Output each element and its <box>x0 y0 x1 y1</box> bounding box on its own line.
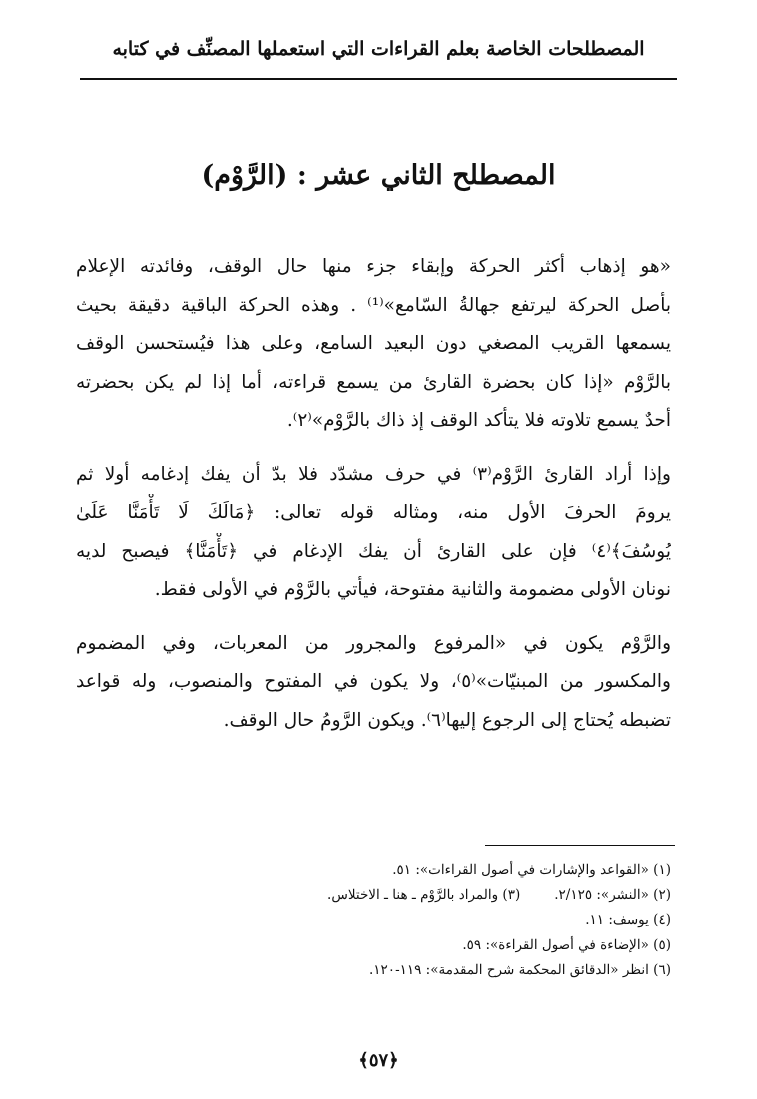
footnote-3: (٣) والمراد بالرَّوْم ـ هنا ـ الاختلاس. <box>327 887 521 903</box>
header-rule <box>80 78 677 80</box>
paragraph-1-line-3: يسمعها القريب المصغي دون البعيد السامع، وعلى هذا فيُستحسن الوقف <box>76 333 671 354</box>
chapter-title: المصطلح الثاني عشر : (الرَّوْم) <box>201 160 556 191</box>
paragraph-1-line-2: بأصل الحركة ليرتفع جهالةُ السّامع»⁽¹⁾ . وهذه الحركة الباقية دقيقة بحيث <box>76 294 671 316</box>
footnote-6: (٦) انظر «الدقائق المحكمة شرح المقدمة»: ١١٩-١٢٠. <box>369 962 671 978</box>
paragraph-2-line-4: نونان الأولى مضمومة والثانية مفتوحة، فيأتي بالرَّوْم في الأولى فقط. <box>154 579 671 600</box>
running-header: المصطلحات الخاصة بعلم القراءات التي استعملها المصنِّف في كتابه <box>112 38 645 60</box>
footnote-1: (١) «القواعد والإشارات في أصول القراءات»: ٥١. <box>392 862 671 878</box>
paragraph-3-line-2: والمكسور من المبنيّات»⁽٥⁾، ولا يكون في المفتوح والمنصوب، وله قواعد <box>76 671 671 692</box>
paragraph-2-line-1: وإذا أراد القارئ الرَّوْم⁽٣⁾ في حرف مشدّد فلا بدّ أن يفك إدغامه أولا ثم <box>76 463 671 485</box>
paragraph-1-line-4: بالرَّوْم «إذا كان بحضرة القارئ من يسمع قراءته، أما إذا لم يكن بحضرته <box>76 371 671 393</box>
page-number: ﴿٥٧﴾ <box>358 1050 399 1071</box>
footnotes <box>80 858 671 983</box>
paragraph-1-line-5: أحدٌ يسمع تلاوته فلا يتأكد الوقف إذ ذاك بالرَّوْم»⁽٢⁾. <box>286 410 671 431</box>
paragraph-gap <box>76 610 671 625</box>
footnote-2: (٢) «النشر»: ٢/١٢٥. <box>554 887 671 903</box>
body-text <box>76 248 671 740</box>
paragraph-2-line-2: يرومَ الحرفَ الأول منه، ومثاله قوله تعالى: ﴿مَالَكَ لَا تَأْمَنَّا عَلَىٰ <box>76 502 671 523</box>
paragraph-gap <box>76 441 671 456</box>
footnote-5: (٥) «الإضاءة في أصول القراءة»: ٥٩. <box>462 937 671 953</box>
paragraph-3-line-3: تضبطه يُحتاج إلى الرجوع إليها⁽٦⁾. ويكون الرَّومُ حال الوقف. <box>223 709 671 731</box>
footnote-row-2-3 <box>80 883 671 908</box>
paragraph-3-line-1: والرَّوْم يكون في «المرفوع والمجرور من المعربات، وفي المضموم <box>76 632 671 654</box>
paragraph-1-line-1: «هو إذهاب أكثر الحركة وإبقاء جزء منها حال الوقف، وفائدته الإعلام <box>76 256 671 277</box>
footnote-4: (٤) يوسف: ١١. <box>585 912 671 928</box>
paragraph-2-line-3: يُوسُفَ﴾⁽٤⁾ فإن على القارئ أن يفك الإدغام في ﴿تَأْمَنَّا﴾ فيصبح لديه <box>76 540 671 562</box>
footnote-rule <box>485 845 675 846</box>
